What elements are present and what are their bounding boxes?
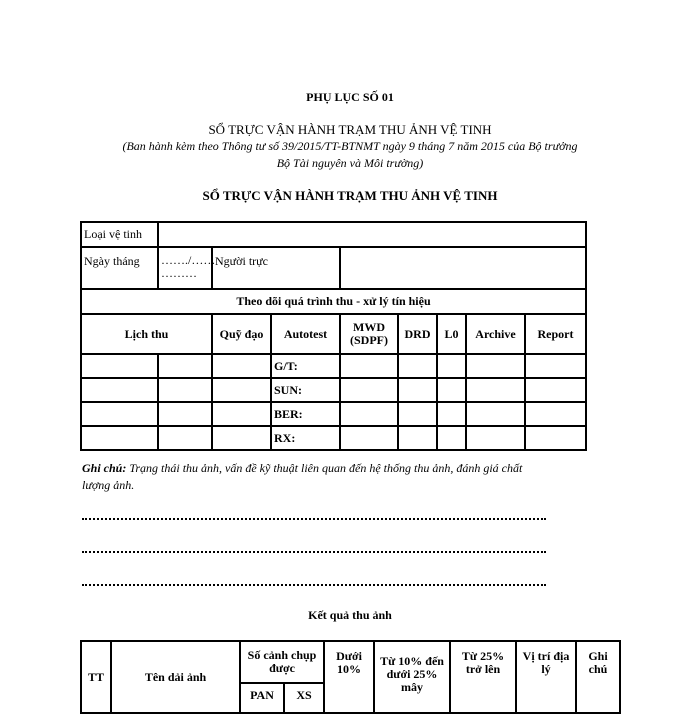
cell[interactable] (81, 402, 158, 426)
cell[interactable] (81, 354, 158, 378)
cell[interactable] (158, 354, 212, 378)
cell[interactable] (158, 378, 212, 402)
cell[interactable] (340, 402, 398, 426)
cell[interactable] (398, 354, 437, 378)
col-tt: TT (81, 641, 111, 713)
col-over25 (450, 641, 516, 713)
operation-log-table (80, 221, 587, 451)
cell[interactable] (212, 354, 271, 378)
results-table (80, 640, 621, 714)
cell[interactable] (81, 426, 158, 450)
col-under10-1: Dưới (336, 649, 362, 663)
cell[interactable] (340, 378, 398, 402)
col-from10 (374, 641, 450, 713)
date-operator-row (81, 247, 586, 289)
cell[interactable] (398, 378, 437, 402)
results-title: Kết quả thu ảnh (308, 608, 392, 622)
notes-text: Trạng thái thu ảnh, vấn đề kỹ thuật liên quan đến hệ thống thu ảnh, đánh giá chất (129, 461, 523, 475)
cell[interactable] (525, 426, 586, 450)
appendix-title: PHỤ LỤC SỐ 01 (306, 90, 394, 104)
cell[interactable] (466, 354, 525, 378)
results-header-row (81, 641, 620, 683)
cell[interactable] (466, 402, 525, 426)
cell[interactable] (525, 354, 586, 378)
data-row (81, 426, 586, 450)
autotest-ber: BER: (271, 402, 340, 426)
col-schedule: Lịch thu (81, 314, 212, 354)
operator-label: Người trực (212, 247, 340, 289)
data-row (81, 354, 586, 378)
satellite-label: Loại vệ tinh (81, 222, 158, 247)
col-under10 (324, 641, 374, 713)
col-over25-2: trở lên (465, 662, 501, 676)
note-dotted-line-3[interactable] (82, 584, 546, 586)
col-mwd (340, 314, 398, 354)
data-row (81, 378, 586, 402)
cell[interactable] (212, 378, 271, 402)
col-mwd-line1: MWD (353, 320, 385, 334)
cell[interactable] (340, 354, 398, 378)
tracking-header-row (81, 289, 586, 314)
col-from10-3: mây (401, 680, 424, 694)
col-autotest: Autotest (271, 314, 340, 354)
tracking-title: Theo dõi quá trình thu - xử lý tín hiệu (81, 289, 586, 314)
document-title: SỔ TRỰC VẬN HÀNH TRẠM THU ẢNH VỆ TINH (208, 122, 492, 137)
autotest-gt: G/T: (271, 354, 340, 378)
col-drd: DRD (398, 314, 437, 354)
date-placeholder-2: ……… (161, 266, 197, 280)
col-pan: PAN (240, 683, 284, 713)
satellite-row (81, 222, 586, 247)
issued-line-1: (Ban hành kèm theo Thông tư số 39/2015/TT-BTNMT ngày 9 tháng 7 năm 2015 của Bộ trưởng (122, 139, 578, 153)
col-remarks-2: chú (588, 662, 608, 676)
date-placeholder-1: ……./…… (161, 253, 216, 267)
col-mwd-line2: (SDPF) (350, 333, 388, 347)
form-title: SỔ TRỰC VẬN HÀNH TRẠM THU ẢNH VỆ TINH (202, 188, 498, 203)
notes-label: Ghi chú: (82, 461, 127, 475)
col-from10-1: Từ 10% đến (380, 654, 444, 668)
cell[interactable] (158, 426, 212, 450)
cell[interactable] (437, 354, 466, 378)
col-remarks-1: Ghi (588, 649, 608, 663)
column-header-row (81, 314, 586, 354)
col-scene-count-2: được (269, 661, 295, 675)
date-label: Ngày tháng (81, 247, 158, 289)
notes-line-1 (82, 460, 602, 477)
col-from10-2: dưới 25% (386, 667, 438, 681)
col-l0: L0 (437, 314, 466, 354)
autotest-rx: RX: (271, 426, 340, 450)
issued-line-2: Bộ Tài nguyên và Môi trường) (276, 156, 424, 170)
notes-block (82, 460, 602, 494)
cell[interactable] (525, 378, 586, 402)
cell[interactable] (398, 402, 437, 426)
cell[interactable] (398, 426, 437, 450)
satellite-input[interactable] (158, 222, 586, 247)
col-location (516, 641, 576, 713)
cell[interactable] (466, 378, 525, 402)
col-scene-count-1: Số cảnh chụp (247, 648, 317, 662)
col-under10-2: 10% (337, 662, 362, 676)
cell[interactable] (81, 378, 158, 402)
col-archive: Archive (466, 314, 525, 354)
cell[interactable] (437, 378, 466, 402)
col-over25-1: Từ 25% (461, 649, 505, 663)
col-orbit: Quỹ đạo (212, 314, 271, 354)
cell[interactable] (525, 402, 586, 426)
cell[interactable] (437, 426, 466, 450)
col-report: Report (525, 314, 586, 354)
col-scene-count (240, 641, 324, 683)
col-image-name: Tên dải ảnh (111, 641, 240, 713)
cell[interactable] (437, 402, 466, 426)
operator-input[interactable] (340, 247, 586, 289)
cell[interactable] (340, 426, 398, 450)
autotest-sun: SUN: (271, 378, 340, 402)
notes-line-2: lượng ảnh. (82, 478, 135, 492)
cell[interactable] (466, 426, 525, 450)
cell[interactable] (212, 402, 271, 426)
col-location-2: lý (541, 662, 551, 676)
col-remarks (576, 641, 620, 713)
data-row (81, 402, 586, 426)
col-xs: XS (284, 683, 324, 713)
date-input[interactable] (158, 247, 216, 289)
col-location-1: Vị trí địa (522, 649, 570, 663)
note-dotted-line-2[interactable] (82, 551, 546, 553)
cell[interactable] (158, 402, 212, 426)
note-dotted-line-1[interactable] (82, 518, 546, 520)
cell[interactable] (212, 426, 271, 450)
